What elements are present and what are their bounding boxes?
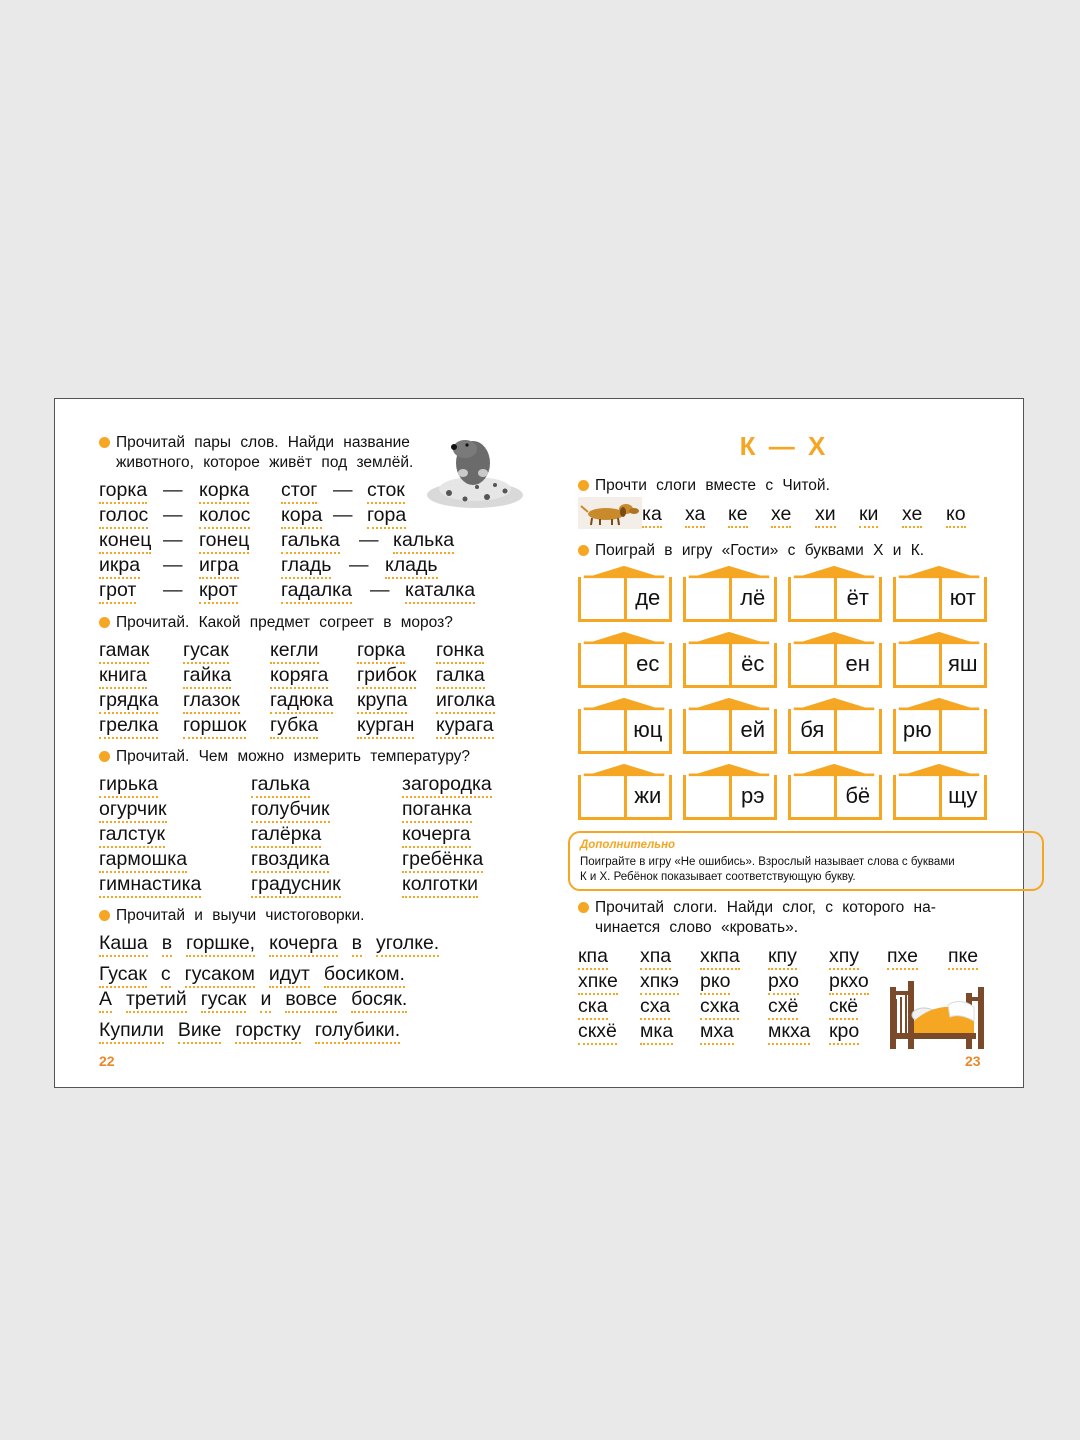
bullet-icon [578, 480, 589, 491]
house-slot-left [686, 775, 729, 817]
grid-word: гармошка [99, 848, 188, 870]
syllable: мха [700, 1020, 734, 1042]
grid-word: губка [270, 714, 319, 736]
task-frost-instruction: Прочитай. Какой предмет согреет в мороз? [99, 613, 453, 633]
page-number-left: 22 [99, 1053, 115, 1069]
tongue-twister-word: гусак [200, 988, 247, 1010]
syllable: скё [829, 995, 859, 1017]
grid-word: огурчик [99, 798, 167, 820]
tongue-twister-word: горшке, [186, 932, 256, 954]
house-slot-right: жи [624, 775, 670, 817]
house-slot-right: юц [624, 709, 670, 751]
grid-word: гирька [99, 773, 158, 795]
syllable: схка [700, 995, 740, 1017]
syllable: схё [768, 995, 799, 1017]
syllable: хкпа [700, 945, 740, 967]
guest-house [576, 631, 672, 689]
bullet-icon [99, 437, 110, 448]
grid-word: курган [357, 714, 415, 736]
guest-house [786, 631, 882, 689]
right-page [540, 399, 1025, 1087]
pair-dash: — [333, 504, 353, 526]
house-slot-right: лё [729, 577, 775, 619]
task-temperature-instruction: Прочитай. Чем можно измерить температуру? [99, 747, 470, 767]
grid-word: градусник [251, 873, 341, 895]
syllable: хе [902, 503, 923, 525]
house-slot-right: ес [624, 643, 670, 685]
tongue-twister-word: Вике [177, 1019, 222, 1041]
syllable: хпке [578, 970, 618, 992]
tongue-twister-word: уголке. [375, 932, 440, 954]
guest-house [891, 763, 987, 821]
tongue-twister-word: гусаком [184, 963, 255, 985]
house-walls [893, 709, 987, 754]
house-slot-left [791, 577, 834, 619]
syllable: ке [728, 503, 748, 525]
tongue-twister-word: босяк. [351, 988, 408, 1010]
extra-note-box [568, 831, 1044, 891]
house-slot-left [896, 577, 939, 619]
task-syllables-instruction: Прочти слоги вместе с Читой. [578, 476, 830, 496]
syllable: ка [642, 503, 662, 525]
grid-word: грибок [357, 664, 417, 686]
grid-word: горка [357, 639, 406, 661]
house-slot-left [581, 775, 624, 817]
grid-word: галька [251, 773, 310, 795]
house-slot-right: рэ [729, 775, 775, 817]
pair-word: грот [99, 579, 137, 601]
grid-word: колготки [402, 873, 479, 895]
house-slot-left [791, 643, 834, 685]
grid-word: гонка [436, 639, 485, 661]
tongue-twister-word: идут [268, 963, 310, 985]
grid-word: гамак [99, 639, 150, 661]
syllable: кро [829, 1020, 860, 1042]
tongue-twister-word: в [351, 932, 362, 954]
tongue-twister-word: с [160, 963, 171, 985]
bed-illustration [888, 977, 986, 1051]
house-slot-left [686, 709, 729, 751]
syllable: кпа [578, 945, 608, 967]
guest-house [786, 565, 882, 623]
house-slot-right: яш [939, 643, 985, 685]
grid-word: гребёнка [402, 848, 484, 870]
syllable: скхё [578, 1020, 617, 1042]
grid-word: галстук [99, 823, 166, 845]
syllable: пхе [887, 945, 918, 967]
pair-word: калька [393, 529, 455, 551]
house-walls [683, 577, 777, 622]
house-slot-left [581, 643, 624, 685]
pair-dash: — [163, 504, 183, 526]
grid-word: глазок [183, 689, 240, 711]
grid-word: кегли [270, 639, 319, 661]
house-walls [788, 775, 882, 820]
grid-word: коряга [270, 664, 329, 686]
extra-heading: Дополнительно [580, 839, 676, 851]
grid-word: голубчик [251, 798, 330, 820]
tongue-twister-word: и [260, 988, 272, 1010]
syllable: мка [640, 1020, 674, 1042]
pair-word: гадалка [281, 579, 352, 601]
house-slot-left [581, 577, 624, 619]
grid-word: гусак [183, 639, 229, 661]
grid-word: крупа [357, 689, 408, 711]
house-walls [893, 775, 987, 820]
syllable: хпкэ [640, 970, 680, 992]
grid-word: гимнастика [99, 873, 202, 895]
bullet-icon [99, 910, 110, 921]
grid-word: галёрка [251, 823, 322, 845]
pair-word: гора [367, 504, 407, 526]
grid-word: загородка [402, 773, 492, 795]
guest-house [891, 565, 987, 623]
pair-dash: — [333, 479, 353, 501]
house-walls [683, 643, 777, 688]
syllable: пке [948, 945, 979, 967]
house-slot-left: рю [902, 717, 932, 742]
house-slot-left [896, 643, 939, 685]
syllable: сха [640, 995, 671, 1017]
grid-word: кочерга [402, 823, 471, 845]
house-slot-right: ют [939, 577, 985, 619]
pair-word: игра [199, 554, 239, 576]
syllable: ки [859, 503, 879, 525]
house-slot-right: щу [939, 775, 985, 817]
pair-dash: — [370, 579, 390, 601]
extra-text: Поиграйте в игру «Не ошибись». Взрослый называет слова с буквами К и Х. Ребёнок показывает соответствующую букву. [580, 856, 955, 883]
task-guests-instruction: Поиграй в игру «Гости» с буквами Х и К. [578, 541, 924, 561]
tongue-twister-word: А [99, 988, 113, 1010]
page-number-right: 23 [965, 1053, 981, 1069]
task-pairs-instruction: Прочитай пары слов. Найди название животного, которое живёт под землёй. [99, 433, 459, 473]
pair-dash: — [163, 554, 183, 576]
grid-word: галка [436, 664, 485, 686]
tongue-twister-word: третий [126, 988, 187, 1010]
syllable: рхо [768, 970, 800, 992]
guest-house [681, 763, 777, 821]
left-page [55, 399, 540, 1087]
grid-word: книга [99, 664, 147, 686]
bullet-icon [99, 617, 110, 628]
house-walls [683, 775, 777, 820]
syllable: хи [815, 503, 836, 525]
house-walls [788, 709, 882, 754]
house-slot-right [834, 709, 880, 751]
house-walls [683, 709, 777, 754]
house-slot-right: ёт [834, 577, 880, 619]
pair-word: кора [281, 504, 323, 526]
syllable: кпу [768, 945, 797, 967]
grid-word: гадюка [270, 689, 334, 711]
pair-word: корка [199, 479, 250, 501]
house-slot-left [686, 643, 729, 685]
tongue-twister-word: в [161, 932, 173, 954]
bullet-icon [578, 902, 589, 913]
house-slot-right: ей [729, 709, 775, 751]
house-slot-right: де [624, 577, 670, 619]
guest-house [576, 697, 672, 755]
pair-word: сток [367, 479, 405, 501]
guest-house [576, 565, 672, 623]
grid-word: поганка [402, 798, 472, 820]
page-title: К — Х [739, 431, 826, 461]
house-walls [578, 775, 672, 820]
house-slot-left [581, 709, 624, 751]
syllable: хпу [829, 945, 860, 967]
tongue-twister-word: Каша [99, 932, 148, 954]
house-walls [578, 577, 672, 622]
grid-word: курага [436, 714, 494, 736]
pair-word: каталка [405, 579, 476, 601]
grid-word: иголка [436, 689, 496, 711]
pair-dash: — [359, 529, 379, 551]
pair-word: колос [199, 504, 251, 526]
pair-word: гладь [281, 554, 332, 576]
house-walls [578, 643, 672, 688]
house-walls [788, 577, 882, 622]
guest-house [681, 697, 777, 755]
tongue-twister-word: голубики. [314, 1019, 401, 1041]
pair-word: кладь [385, 554, 438, 576]
house-slot-left [896, 775, 939, 817]
pair-word: крот [199, 579, 238, 601]
syllable: ха [685, 503, 706, 525]
syllable: ска [578, 995, 608, 1017]
pair-word: горка [99, 479, 148, 501]
house-slot-right: бё [834, 775, 880, 817]
mole-illustration [425, 427, 527, 511]
house-slot-left [791, 775, 834, 817]
tongue-twister-word: Гусак [99, 963, 147, 985]
tongue-twister-word: горстку [235, 1019, 301, 1041]
guest-house [576, 763, 672, 821]
pair-dash: — [163, 529, 183, 551]
guest-house [786, 763, 882, 821]
house-walls [893, 577, 987, 622]
guest-house [786, 697, 882, 755]
pair-dash: — [163, 579, 183, 601]
house-slot-left [686, 577, 729, 619]
tongue-twister-word: вовсе [285, 988, 338, 1010]
bullet-icon [578, 545, 589, 556]
house-slot-right [939, 709, 985, 751]
pair-word: конец [99, 529, 152, 551]
dog-chita-illustration [578, 497, 642, 529]
pair-word: голос [99, 504, 149, 526]
pair-dash: — [163, 479, 183, 501]
pair-word: стог [281, 479, 318, 501]
grid-word: грелка [99, 714, 159, 736]
task-bed-instruction: Прочитай слоги. Найди слог, с которого на- чинается слово «кровать». [578, 898, 988, 938]
grid-word: гвоздика [251, 848, 330, 870]
syllable: мкха [768, 1020, 811, 1042]
pair-word: галька [281, 529, 340, 551]
bullet-icon [99, 751, 110, 762]
guest-house [891, 631, 987, 689]
grid-word: грядка [99, 689, 159, 711]
syllable: рко [700, 970, 731, 992]
tongue-twister-word: кочерга [269, 932, 338, 954]
house-slot-right: ен [834, 643, 880, 685]
house-walls [893, 643, 987, 688]
guest-house [681, 565, 777, 623]
syllable: хе [771, 503, 792, 525]
house-walls [788, 643, 882, 688]
tongue-twister-word: Купили [99, 1019, 164, 1041]
pair-word: икра [99, 554, 141, 576]
task-tongue-twister-instruction: Прочитай и выучи чистоговорки. [99, 906, 364, 926]
grid-word: горшок [183, 714, 247, 736]
pair-word: гонец [199, 529, 250, 551]
house-slot-left: бя [800, 717, 825, 742]
guest-house [681, 631, 777, 689]
syllable: ркхо [829, 970, 869, 992]
syllable: ко [946, 503, 966, 525]
house-slot-right: ёс [729, 643, 775, 685]
pair-dash: — [349, 554, 369, 576]
guest-house [891, 697, 987, 755]
tongue-twister-word: босиком. [323, 963, 405, 985]
book-spread [54, 398, 1024, 1088]
house-walls [578, 709, 672, 754]
grid-word: гайка [183, 664, 232, 686]
syllable: хпа [640, 945, 672, 967]
